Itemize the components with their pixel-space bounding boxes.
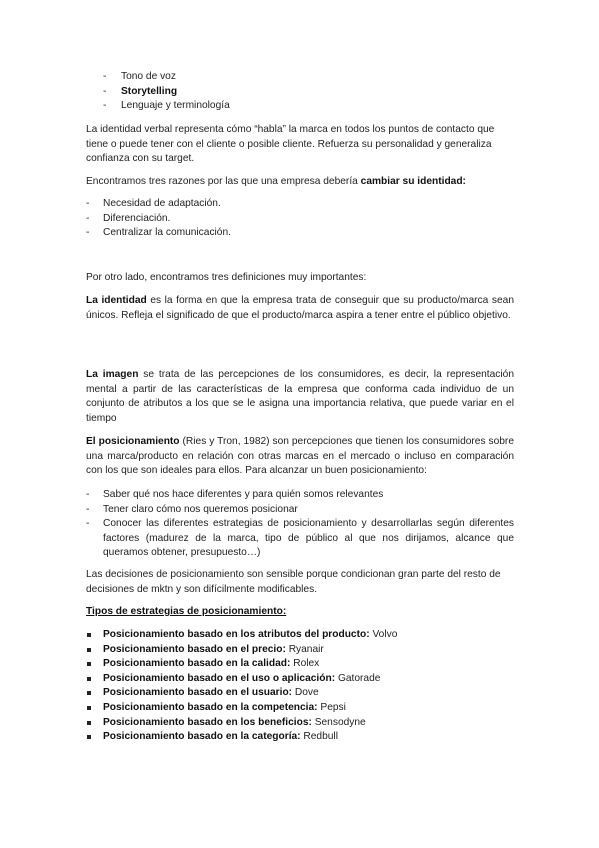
list-item: - Tener claro cómo nos queremos posicionar	[86, 503, 514, 518]
positioning-list	[86, 488, 514, 561]
reasons-intro: Encontramos tres razones por las que una empresa debería cambiar su identidad:	[86, 176, 466, 187]
list-item: - Conocer las diferentes estrategias de posicionamiento y desarrollarlas según diferentes factores (madurez de la marca, tipo de público al que nos dirijamos, alcance que queramos obtener, presupuesto…)	[86, 517, 514, 561]
list-item: - Lenguaje y terminología	[86, 99, 514, 114]
list-item: Posicionamiento basado en el usuario: Dove	[86, 686, 514, 701]
list-item: - Tono de voz	[86, 70, 514, 85]
strategies-list	[86, 628, 514, 745]
definitions-intro: Por otro lado, encontramos tres definiciones muy importantes:	[86, 272, 367, 283]
list-item: Posicionamiento basado en los beneficios: Sensodyne	[86, 716, 514, 731]
posicionamiento-paragraph: El posicionamiento (Ries y Tron, 1982) son percepciones que tienen los consumidores sobre una marca/producto en relación con otras marcas en el mercado o incluso en comparación con los que son ideales para ellos. Para alcanzar un buen posicionamiento:	[86, 436, 514, 477]
verbal-identity-paragraph: La identidad verbal representa cómo “habla” la marca en todos los puntos de contacto que tiene o puede tener con el cliente o posible cliente. Refuerza su personalidad y generaliza confianza con su target.	[86, 124, 495, 165]
list-item: Posicionamiento basado en el precio: Ryanair	[86, 643, 514, 658]
decisions-paragraph: Las decisiones de posicionamiento son sensible porque condicionan gran parte del resto de decisiones de mktn y son difícilmente modificables.	[86, 569, 501, 595]
identidad-paragraph: La identidad es la forma en que la empresa trata de conseguir que su producto/marca sean únicos. Refleja el significado de que el producto/marca aspira a tener entre el público objetivo.	[86, 295, 514, 321]
list-item: - Centralizar la comunicación.	[86, 226, 514, 241]
list-item: Posicionamiento basado en la categoría: Redbull	[86, 730, 514, 745]
strategies-title: Tipos de estrategias de posicionamiento:	[86, 606, 287, 617]
list-item: - Diferenciación.	[86, 212, 514, 227]
list-item: Posicionamiento basado en la calidad: Rolex	[86, 657, 514, 672]
list-item: - Necesidad de adaptación.	[86, 197, 514, 212]
list-item: - Saber qué nos hace diferentes y para quién somos relevantes	[86, 488, 514, 503]
top-list	[86, 70, 514, 114]
imagen-paragraph: La imagen se trata de las percepciones de los consumidores, es decir, la representación mental a partir de las características de la empresa que conforma cada individuo de un conjunto de atributos a los que se le asigna una importancia relativa, que puede variar en el tiempo	[86, 369, 514, 424]
list-item: Posicionamiento basado en la competencia: Pepsi	[86, 701, 514, 716]
reasons-list	[86, 197, 514, 241]
list-item: Posicionamiento basado en el uso o aplicación: Gatorade	[86, 672, 514, 687]
list-item: Posicionamiento basado en los atributos del producto: Volvo	[86, 628, 514, 643]
list-item: - Storytelling	[86, 85, 514, 100]
